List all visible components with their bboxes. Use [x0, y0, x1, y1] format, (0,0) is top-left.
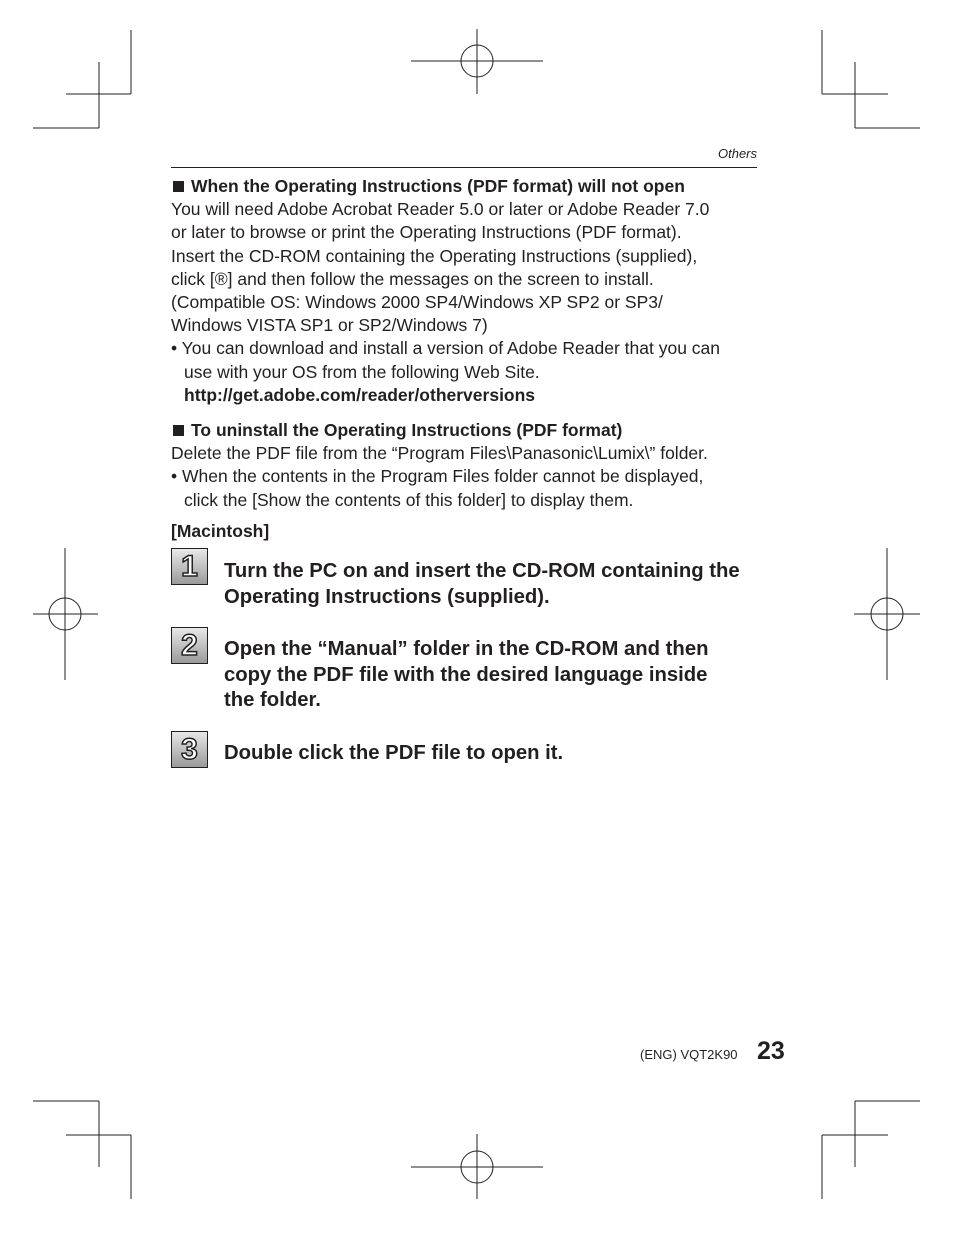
section-heading-not-open: When the Operating Instructions (PDF format) will not open [171, 175, 771, 198]
step-1-text: Turn the PC on and insert the CD-ROM containing the Operating Instructions (supplied). [224, 560, 740, 608]
body-line: Insert the CD-ROM containing the Operating Instructions (supplied), [171, 245, 698, 266]
step-number-1-icon: 1 [171, 548, 208, 585]
body-line: Delete the PDF file from the “Program Files\Panasonic\Lumix\” folder. [171, 443, 708, 464]
step-number-2-icon: 2 [171, 627, 208, 664]
body-line: You will need Adobe Acrobat Reader 5.0 or later or Adobe Reader 7.0 [171, 199, 710, 220]
document-code: (ENG) VQT2K90 [640, 1047, 738, 1062]
bullet-line: click the [Show the contents of this folder] to display them. [184, 489, 634, 510]
section-label: Others [717, 146, 757, 161]
bullet-line: • When the contents in the Program Files folder cannot be displayed, [171, 466, 704, 487]
body-line: (Compatible OS: Windows 2000 SP4/Windows XP SP2 or SP3/ [171, 292, 663, 313]
page-header [171, 145, 757, 168]
step-number-3-icon: 3 [171, 731, 208, 768]
square-bullet-icon [173, 425, 184, 436]
body-line: Windows VISTA SP1 or SP2/Windows 7) [171, 315, 488, 336]
main-content [171, 175, 771, 543]
macintosh-label: [Macintosh] [171, 520, 270, 541]
download-url-link[interactable]: http://get.adobe.com/reader/otherversions [184, 384, 536, 405]
bullet-line: use with your OS from the following Web Site. [184, 361, 540, 382]
page-number: 23 [757, 1037, 785, 1065]
body-line: click [®] and then follow the messages on the screen to install. [171, 268, 654, 289]
step-2-text: Open the “Manual” folder in the CD-ROM and then copy the PDF file with the desired language inside the folder. [224, 638, 709, 711]
body-line: or later to browse or print the Operating Instructions (PDF format). [171, 222, 682, 243]
square-bullet-icon [173, 181, 184, 192]
bullet-line: • You can download and install a version of Adobe Reader that you can [171, 338, 721, 359]
step-3-text: Double click the PDF file to open it. [224, 742, 564, 764]
section-heading-uninstall: To uninstall the Operating Instructions (PDF format) [171, 419, 771, 442]
